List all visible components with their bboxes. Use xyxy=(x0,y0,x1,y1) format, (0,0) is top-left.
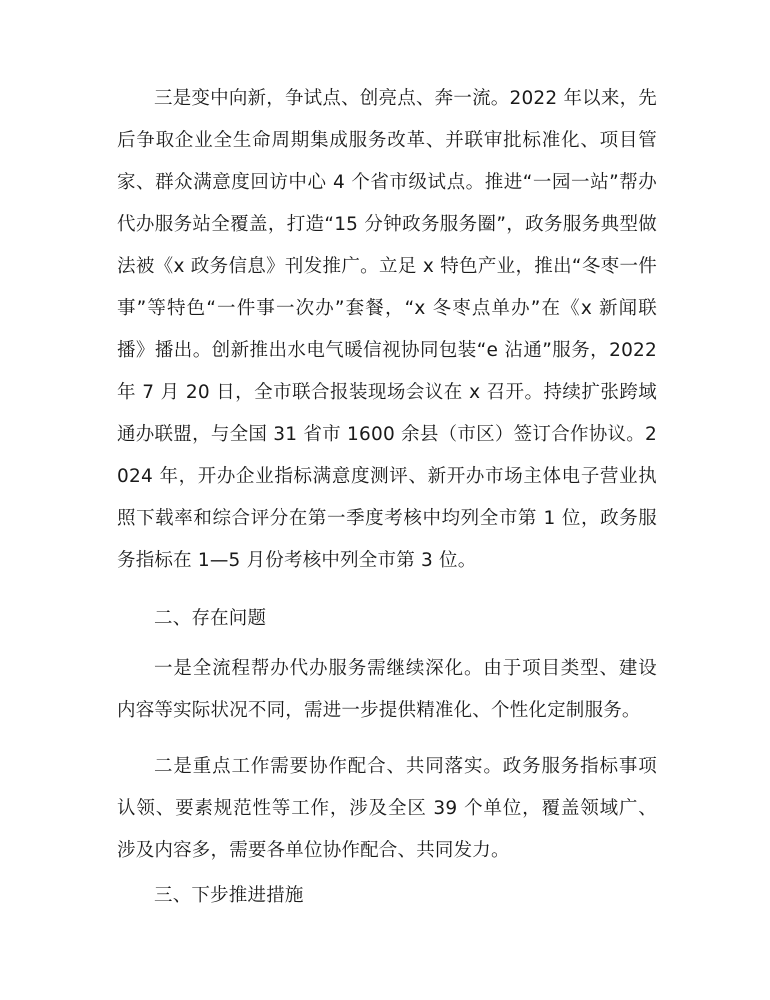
section-heading-next-steps: 三、下步推进措施 xyxy=(154,885,304,906)
paragraph-pilot-innovation: 三是变中向新，争试点、创亮点、奔一流。2022 年以来，先后争取企业全生命周期集成服务改革、并联审批标准化、项目管家、群众满意度回访中心 4 个省市级试点。推进“一园一站”帮办代办服务站全覆盖，打造“15 分钟政务服务圈”，政务服务典型做法被《x 政务信息》刊发推广。立足 x 特色产业，推出“冬枣一件事”等特色“一件事一次办”套餐，“x 冬枣点单办”在《x 新闻联播》播出。创新推出水电气暖信视协同包装“e 沾通”服务，2022 年 7 月 20 日，全市联合报装现场会议在 x 召开。持续扩张跨域通办联盟，与全国 31 省市 1600 余县（市区）签订合作协议。2024 年，开办企业指标满意度测评、新开办市场主体电子营业执照下载率和综合评分在第一季度考核中均列全市第 1 位，政务服务指标在 1—5 月份考核中列全市第 3 位。 xyxy=(117,88,657,571)
paragraph-problem-two: 二是重点工作需要协作配合、共同落实。政务服务指标事项认领、要素规范性等工作，涉及全区 39 个单位，覆盖领域广、涉及内容多，需要各单位协作配合、共同发力。 xyxy=(117,756,657,861)
section-heading-existing-problems: 二、存在问题 xyxy=(154,608,267,629)
paragraph-problem-one: 一是全流程帮办代办服务需继续深化。由于项目类型、建设内容等实际状况不同，需进一步提供精准化、个性化定制服务。 xyxy=(117,658,657,721)
